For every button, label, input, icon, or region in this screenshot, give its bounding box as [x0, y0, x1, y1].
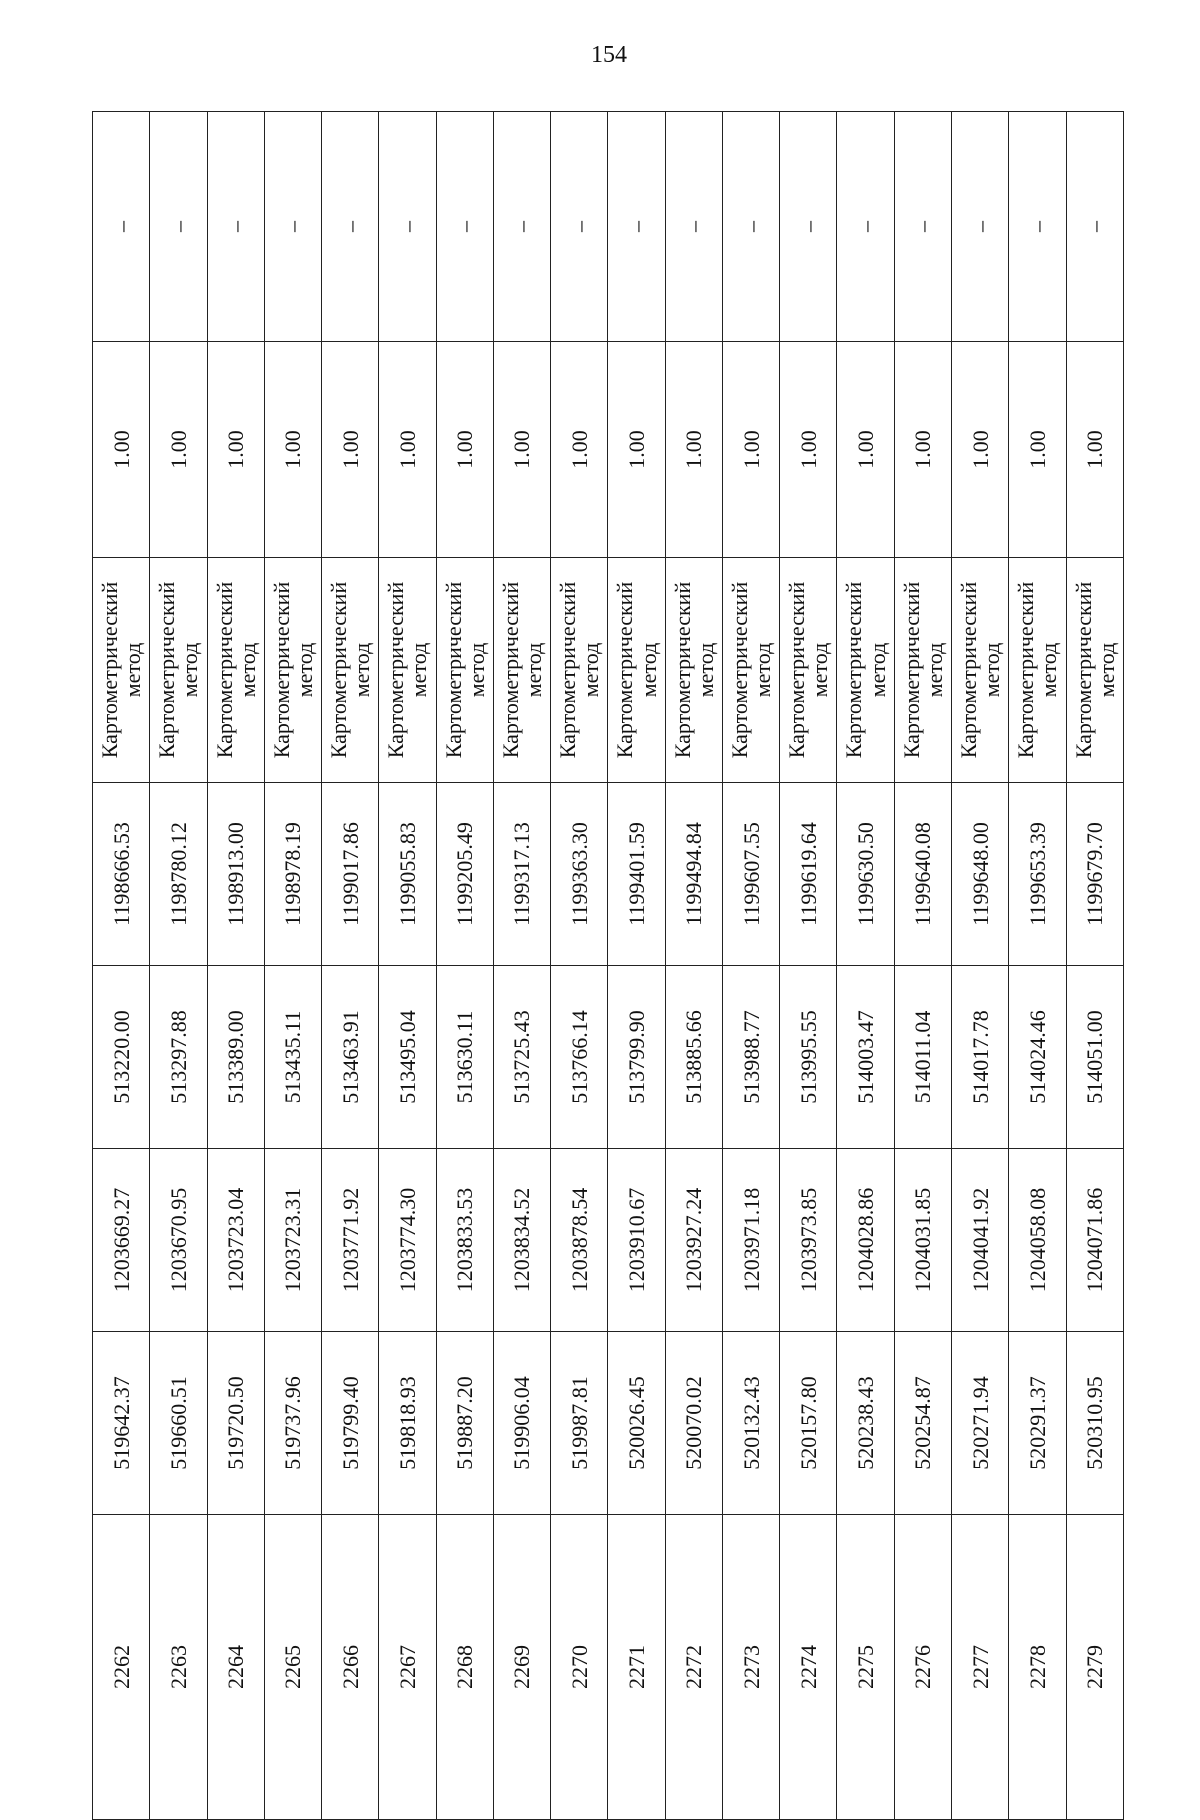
note-cell: – [665, 112, 722, 342]
method-line2: метод [921, 642, 947, 698]
method-cell [93, 558, 150, 783]
x-coordinate-2-cell: 513630.11 [436, 966, 493, 1149]
method-line1: Картометрический [841, 581, 867, 759]
y-coordinate-2-cell: 1199653.39 [1009, 783, 1066, 966]
table-row [608, 112, 665, 1820]
accuracy-cell: 1.00 [1009, 342, 1066, 558]
y-coordinate-cell: 1203771.92 [322, 1149, 379, 1332]
y-coordinate-cell: 1203973.85 [780, 1149, 837, 1332]
x-coordinate-2-cell: 514011.04 [894, 966, 951, 1149]
y-coordinate-cell: 1204031.85 [894, 1149, 951, 1332]
method-line1: Картометрический [1070, 581, 1096, 759]
point-number-cell: 2275 [837, 1515, 894, 1820]
method-line1: Картометрический [612, 581, 638, 759]
x-coordinate-cell: 520291.37 [1009, 1332, 1066, 1515]
y-coordinate-2-cell: 1198666.53 [93, 783, 150, 966]
page-number: 154 [591, 42, 627, 68]
y-coordinate-2-cell: 1199055.83 [379, 783, 436, 966]
y-coordinate-2-cell: 1199640.08 [894, 783, 951, 966]
method-cell [150, 558, 207, 783]
method-line1: Картометрический [898, 581, 924, 759]
table-row [951, 112, 1008, 1820]
table-row [551, 112, 608, 1820]
y-coordinate-2-cell: 1199679.70 [1066, 783, 1123, 966]
method-line1: Картометрический [211, 581, 237, 759]
accuracy-cell: 1.00 [665, 342, 722, 558]
table-row [150, 112, 207, 1820]
table-row [264, 112, 321, 1820]
method-cell [493, 558, 550, 783]
x-coordinate-cell: 519660.51 [150, 1332, 207, 1515]
method-line2: метод [864, 642, 890, 698]
x-coordinate-cell: 519906.04 [493, 1332, 550, 1515]
x-coordinate-cell: 519818.93 [379, 1332, 436, 1515]
accuracy-cell: 1.00 [837, 342, 894, 558]
accuracy-cell: 1.00 [551, 342, 608, 558]
point-number-cell: 2270 [551, 1515, 608, 1820]
method-line2: метод [578, 642, 604, 698]
point-number-cell: 2273 [722, 1515, 779, 1820]
y-coordinate-cell: 1203774.30 [379, 1149, 436, 1332]
x-coordinate-cell: 519720.50 [207, 1332, 264, 1515]
point-number-cell: 2268 [436, 1515, 493, 1820]
method-line2: метод [750, 642, 776, 698]
table-row [493, 112, 550, 1820]
note-cell: – [837, 112, 894, 342]
x-coordinate-cell: 519642.37 [93, 1332, 150, 1515]
x-coordinate-2-cell: 514024.46 [1009, 966, 1066, 1149]
note-cell: – [93, 112, 150, 342]
note-cell: – [894, 112, 951, 342]
method-line2: метод [520, 642, 546, 698]
y-coordinate-cell: 1203910.67 [608, 1149, 665, 1332]
method-line1: Картометрический [326, 581, 352, 759]
method-line1: Картометрический [669, 581, 695, 759]
method-cell [1009, 558, 1066, 783]
method-cell [665, 558, 722, 783]
accuracy-cell: 1.00 [493, 342, 550, 558]
y-coordinate-cell: 1203669.27 [93, 1149, 150, 1332]
y-coordinate-2-cell: 1199607.55 [722, 783, 779, 966]
accuracy-cell: 1.00 [207, 342, 264, 558]
method-cell [951, 558, 1008, 783]
x-coordinate-cell: 520132.43 [722, 1332, 779, 1515]
method-cell [837, 558, 894, 783]
accuracy-cell: 1.00 [93, 342, 150, 558]
x-coordinate-cell: 519799.40 [322, 1332, 379, 1515]
x-coordinate-2-cell: 513725.43 [493, 966, 550, 1149]
x-coordinate-cell: 520254.87 [894, 1332, 951, 1515]
method-cell [264, 558, 321, 783]
x-coordinate-2-cell: 513389.00 [207, 966, 264, 1149]
method-line2: метод [692, 642, 718, 698]
method-line2: метод [979, 642, 1005, 698]
method-line2: метод [177, 642, 203, 698]
y-coordinate-2-cell: 1199630.50 [837, 783, 894, 966]
method-line2: метод [291, 642, 317, 698]
y-coordinate-cell: 1204041.92 [951, 1149, 1008, 1332]
note-cell: – [780, 112, 837, 342]
method-line2: метод [234, 642, 260, 698]
table-row [1009, 112, 1066, 1820]
x-coordinate-cell: 520026.45 [608, 1332, 665, 1515]
x-coordinate-2-cell: 513988.77 [722, 966, 779, 1149]
method-line1: Картометрический [268, 581, 294, 759]
note-cell: – [1009, 112, 1066, 342]
method-line1: Картометрический [555, 581, 581, 759]
x-coordinate-2-cell: 513885.66 [665, 966, 722, 1149]
accuracy-cell: 1.00 [951, 342, 1008, 558]
method-line2: метод [1036, 642, 1062, 698]
x-coordinate-2-cell: 513799.90 [608, 966, 665, 1149]
accuracy-cell: 1.00 [379, 342, 436, 558]
note-cell: – [322, 112, 379, 342]
method-line2: метод [807, 642, 833, 698]
y-coordinate-cell: 1204028.86 [837, 1149, 894, 1332]
accuracy-cell: 1.00 [722, 342, 779, 558]
y-coordinate-2-cell: 1199017.86 [322, 783, 379, 966]
table-row [379, 112, 436, 1820]
y-coordinate-cell: 1203833.53 [436, 1149, 493, 1332]
point-number-cell: 2264 [207, 1515, 264, 1820]
note-cell: – [1066, 112, 1123, 342]
table-row [1066, 112, 1123, 1820]
point-number-cell: 2274 [780, 1515, 837, 1820]
method-cell [1066, 558, 1123, 783]
method-line1: Картометрический [784, 581, 810, 759]
y-coordinate-cell: 1204058.08 [1009, 1149, 1066, 1332]
point-number-cell: 2272 [665, 1515, 722, 1820]
x-coordinate-cell: 520310.95 [1066, 1332, 1123, 1515]
y-coordinate-2-cell: 1199363.30 [551, 783, 608, 966]
note-cell: – [608, 112, 665, 342]
method-line1: Картометрический [154, 581, 180, 759]
note-cell: – [493, 112, 550, 342]
point-number-cell: 2265 [264, 1515, 321, 1820]
y-coordinate-2-cell: 1198913.00 [207, 783, 264, 966]
table-row [436, 112, 493, 1820]
accuracy-cell: 1.00 [894, 342, 951, 558]
method-cell [780, 558, 837, 783]
method-line2: метод [349, 642, 375, 698]
method-line2: метод [406, 642, 432, 698]
method-line2: метод [120, 642, 146, 698]
accuracy-cell: 1.00 [780, 342, 837, 558]
method-line1: Картометрический [726, 581, 752, 759]
note-cell: – [951, 112, 1008, 342]
table-row [837, 112, 894, 1820]
method-line1: Картометрический [383, 581, 409, 759]
coordinates-table [92, 111, 1124, 1820]
y-coordinate-cell: 1203723.31 [264, 1149, 321, 1332]
point-number-cell: 2269 [493, 1515, 550, 1820]
method-line2: метод [635, 642, 661, 698]
table-row [207, 112, 264, 1820]
rotated-table-wrapper [92, 112, 1124, 1820]
x-coordinate-2-cell: 513220.00 [93, 966, 150, 1149]
method-line1: Картометрический [440, 581, 466, 759]
table-row [780, 112, 837, 1820]
point-number-cell: 2278 [1009, 1515, 1066, 1820]
note-cell: – [722, 112, 779, 342]
point-number-cell: 2266 [322, 1515, 379, 1820]
table-body [93, 112, 1124, 1820]
method-cell [894, 558, 951, 783]
x-coordinate-2-cell: 513297.88 [150, 966, 207, 1149]
x-coordinate-cell: 519887.20 [436, 1332, 493, 1515]
method-cell [207, 558, 264, 783]
method-cell [608, 558, 665, 783]
x-coordinate-2-cell: 513766.14 [551, 966, 608, 1149]
point-number-cell: 2277 [951, 1515, 1008, 1820]
point-number-cell: 2271 [608, 1515, 665, 1820]
y-coordinate-2-cell: 1199317.13 [493, 783, 550, 966]
y-coordinate-cell: 1203834.52 [493, 1149, 550, 1332]
x-coordinate-cell: 520238.43 [837, 1332, 894, 1515]
y-coordinate-2-cell: 1199205.49 [436, 783, 493, 966]
y-coordinate-cell: 1203670.95 [150, 1149, 207, 1332]
accuracy-cell: 1.00 [436, 342, 493, 558]
x-coordinate-cell: 519987.81 [551, 1332, 608, 1515]
y-coordinate-2-cell: 1199648.00 [951, 783, 1008, 966]
note-cell: – [150, 112, 207, 342]
x-coordinate-2-cell: 514003.47 [837, 966, 894, 1149]
accuracy-cell: 1.00 [264, 342, 321, 558]
method-line1: Картометрический [97, 581, 123, 759]
method-cell [379, 558, 436, 783]
table-row [894, 112, 951, 1820]
note-cell: – [264, 112, 321, 342]
y-coordinate-2-cell: 1198978.19 [264, 783, 321, 966]
note-cell: – [207, 112, 264, 342]
x-coordinate-2-cell: 513435.11 [264, 966, 321, 1149]
x-coordinate-2-cell: 513463.91 [322, 966, 379, 1149]
method-line1: Картометрический [956, 581, 982, 759]
accuracy-cell: 1.00 [608, 342, 665, 558]
note-cell: – [379, 112, 436, 342]
table-row [322, 112, 379, 1820]
point-number-cell: 2267 [379, 1515, 436, 1820]
method-cell [551, 558, 608, 783]
method-line1: Картометрический [1013, 581, 1039, 759]
point-number-cell: 2279 [1066, 1515, 1123, 1820]
y-coordinate-2-cell: 1199401.59 [608, 783, 665, 966]
point-number-cell: 2276 [894, 1515, 951, 1820]
y-coordinate-cell: 1204071.86 [1066, 1149, 1123, 1332]
point-number-cell: 2263 [150, 1515, 207, 1820]
method-cell [322, 558, 379, 783]
accuracy-cell: 1.00 [1066, 342, 1123, 558]
y-coordinate-2-cell: 1199494.84 [665, 783, 722, 966]
x-coordinate-cell: 520070.02 [665, 1332, 722, 1515]
x-coordinate-2-cell: 513995.55 [780, 966, 837, 1149]
y-coordinate-cell: 1203723.04 [207, 1149, 264, 1332]
y-coordinate-2-cell: 1199619.64 [780, 783, 837, 966]
note-cell: – [436, 112, 493, 342]
accuracy-cell: 1.00 [150, 342, 207, 558]
method-line1: Картометрический [497, 581, 523, 759]
x-coordinate-2-cell: 513495.04 [379, 966, 436, 1149]
x-coordinate-cell: 520271.94 [951, 1332, 1008, 1515]
method-cell [722, 558, 779, 783]
y-coordinate-cell: 1203878.54 [551, 1149, 608, 1332]
x-coordinate-cell: 519737.96 [264, 1332, 321, 1515]
accuracy-cell: 1.00 [322, 342, 379, 558]
x-coordinate-2-cell: 514017.78 [951, 966, 1008, 1149]
point-number-cell: 2262 [93, 1515, 150, 1820]
y-coordinate-cell: 1203971.18 [722, 1149, 779, 1332]
note-cell: – [551, 112, 608, 342]
method-line2: метод [463, 642, 489, 698]
y-coordinate-2-cell: 1198780.12 [150, 783, 207, 966]
method-cell [436, 558, 493, 783]
x-coordinate-cell: 520157.80 [780, 1332, 837, 1515]
table-row [93, 112, 150, 1820]
table-row [722, 112, 779, 1820]
x-coordinate-2-cell: 514051.00 [1066, 966, 1123, 1149]
y-coordinate-cell: 1203927.24 [665, 1149, 722, 1332]
table-row [665, 112, 722, 1820]
method-line2: метод [1093, 642, 1119, 698]
